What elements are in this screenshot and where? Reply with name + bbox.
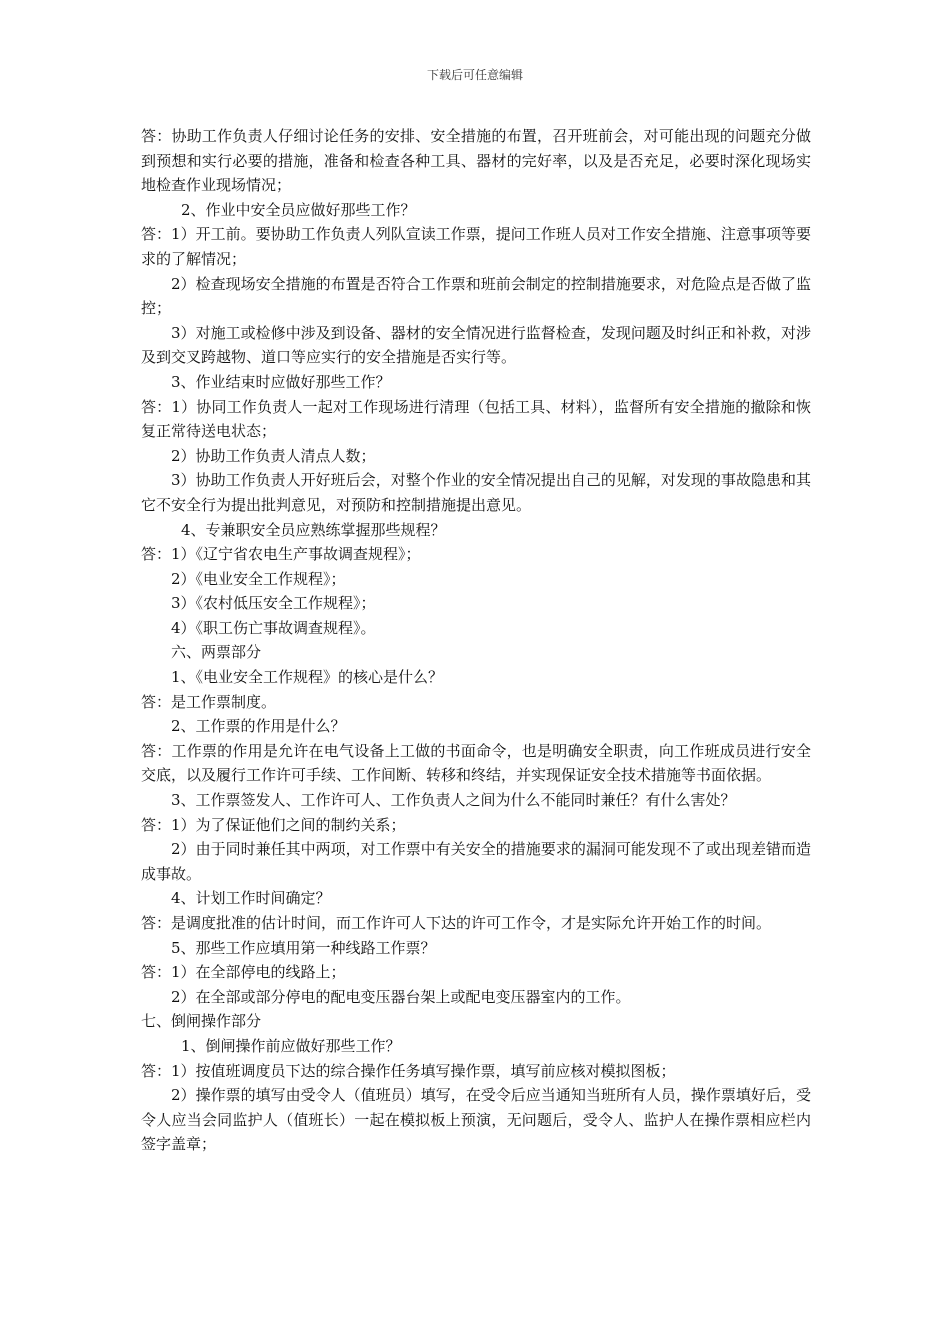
- paragraph: 2）操作票的填写由受令人（值班员）填写，在受令后应当通知当班所有人员，操作票填好后，受令人应当会同监护人（值班长）一起在模拟板上预演，无问题后，受令人、监护人在操作票相应栏内签字盖章；: [141, 1086, 811, 1154]
- paragraph: 3）对施工或检修中涉及到设备、器材的安全情况进行监督检查，发现问题及时纠正和补救，对涉及到交叉跨越物、道口等应实行的安全措施是否实行等。: [141, 323, 811, 367]
- paragraph: 答：是工作票制度。: [141, 692, 277, 711]
- page-header: 下载后可任意编辑: [426, 68, 523, 82]
- paragraph: 答：1）《辽宁省农电生产事故调查规程》；: [141, 545, 421, 564]
- paragraph: 答：1）按值班调度员下达的综合操作任务填写操作票，填写前应核对模拟图板；: [141, 1061, 676, 1080]
- question: 3、作业结束时应做好那些工作？: [171, 372, 391, 391]
- paragraph: 答：工作票的作用是允许在电气设备上工做的书面命令，也是明确安全职责，向工作班成员进行安全交底，以及履行工作许可手续、工作间断、转移和终结，并实现保证安全技术措施等书面依据。: [141, 741, 811, 785]
- section-heading: 六、两票部分: [171, 643, 262, 662]
- paragraph: 答：1）为了保证他们之间的制约关系；: [141, 815, 406, 834]
- question: 4、专兼职安全员应熟练掌握那些规程？: [181, 520, 446, 539]
- question: 2、作业中安全员应做好那些工作？: [181, 200, 416, 219]
- section-heading: 七、倒闸操作部分: [141, 1012, 262, 1031]
- question: 1、《电业安全工作规程》的核心是什么？: [171, 668, 444, 687]
- paragraph: 4）《职工伤亡事故调查规程》。: [171, 618, 376, 637]
- question: 4、计划工作时间确定？: [171, 889, 331, 908]
- paragraph: 3）《农村低压安全工作规程》；: [171, 594, 376, 613]
- paragraph: 答：1）开工前。要协助工作负责人列队宣读工作票，提问工作班人员对工作安全措施、注意事项等要求的了解情况；: [141, 225, 811, 268]
- paragraph: 答：1）在全部停电的线路上；: [141, 963, 346, 982]
- question: 5、那些工作应填用第一种线路工作票？: [171, 938, 436, 957]
- document-body: [141, 124, 811, 1157]
- paragraph: 2）由于同时兼任其中两项，对工作票中有关安全的措施要求的漏洞可能发现不了或出现差错而造成事故。: [141, 840, 811, 883]
- paragraph: 答：协助工作负责人仔细讨论任务的安排、安全措施的布置，召开班前会，对可能出现的问题充分做到预想和实行必要的措施，准备和检查各种工具、器材的完好率，以及是否充足，必要时深化现场实地检查作业现场情况；: [141, 127, 811, 195]
- paragraph: 答：是调度批准的估计时间，而工作许可人下达的许可工作令，才是实际允许开始工作的时间。: [141, 914, 772, 932]
- paragraph: 2）《电业安全工作规程》；: [171, 569, 346, 588]
- paragraph: 答：1）协同工作负责人一起对工作现场进行清理（包括工具、材料），监督所有安全措施的撤除和恢复正常待送电状态；: [141, 397, 811, 441]
- question: 2、工作票的作用是什么？: [171, 717, 346, 736]
- paragraph: 2）检查现场安全措施的布置是否符合工作票和班前会制定的控制措施要求，对危险点是否做了监控；: [141, 274, 811, 318]
- paragraph: 2）在全部或部分停电的配电变压器台架上或配电变压器室内的工作。: [171, 987, 631, 1006]
- question: 3、工作票签发人、工作许可人、工作负责人之间为什么不能同时兼任？有什么害处？: [171, 791, 736, 810]
- question: 1、倒闸操作前应做好那些工作？: [181, 1036, 401, 1055]
- paragraph: 2）协助工作负责人清点人数；: [171, 446, 376, 465]
- paragraph: 3）协助工作负责人开好班后会，对整个作业的安全情况提出自己的见解，对发现的事故隐患和其它不安全行为提出批判意见，对预防和控制措施提出意见。: [141, 471, 811, 514]
